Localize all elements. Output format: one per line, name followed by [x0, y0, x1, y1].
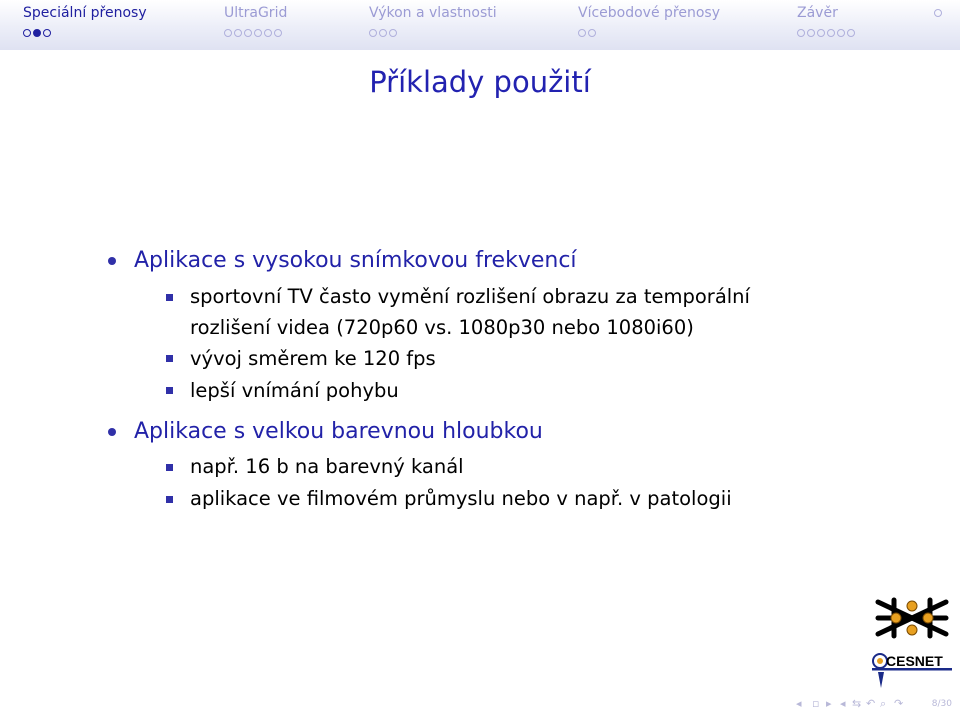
bullet-square-icon: [166, 294, 173, 301]
nav-frame-dot[interactable]: [797, 29, 805, 37]
slide-title: Příklady použití: [369, 65, 591, 99]
nav-frame-dot[interactable]: [254, 29, 262, 37]
list-item: Aplikace s velkou barevnou hloubkou: [134, 419, 543, 444]
bullet-square-icon: [166, 496, 173, 503]
sub-list-item: sportovní TV často vymění rozlišení obrazu za temporální: [190, 285, 750, 308]
bullet-square-icon: [166, 355, 173, 362]
nav-search-icon[interactable]: ⌕: [880, 697, 887, 710]
nav-frame-dot[interactable]: [244, 29, 252, 37]
nav-section-zaver[interactable]: [797, 0, 857, 39]
nav-subsection-icon[interactable]: ⇆: [852, 697, 862, 710]
nav-frame-dot[interactable]: [43, 29, 51, 37]
nav-frame-dot[interactable]: [847, 29, 855, 37]
nav-section-specialni-prenosy[interactable]: [23, 0, 147, 39]
nav-frame-dot[interactable]: [274, 29, 282, 37]
sub-list-item: lepší vnímání pohybu: [190, 379, 399, 402]
bullet-square-icon: [166, 464, 173, 471]
bullet-square-icon: [166, 387, 173, 394]
nav-section-title: Vícebodové přenosy: [578, 5, 720, 21]
logo-text: CESNET: [886, 653, 943, 669]
headline-navigation: [0, 0, 960, 50]
nav-frame-icon[interactable]: ▫: [812, 697, 820, 710]
nav-section-dots: [578, 29, 720, 39]
page-number: 8/30: [931, 699, 952, 709]
nav-section-dots: [797, 29, 857, 39]
sub-list-item: např. 16 b na barevný kanál: [190, 455, 464, 478]
sub-list-item-continued: rozlišení videa (720p60 vs. 1080p30 nebo 1080i60): [190, 316, 694, 339]
nav-frame-dot[interactable]: [369, 29, 377, 37]
nav-undo-icon[interactable]: ↶: [866, 697, 876, 710]
nav-frame-dot[interactable]: [379, 29, 387, 37]
nav-frame-dot[interactable]: [827, 29, 835, 37]
nav-frame-dot[interactable]: [837, 29, 845, 37]
bullet-dot-icon: [108, 428, 116, 436]
nav-section-dots: [224, 29, 287, 39]
nav-frame-dot[interactable]: [389, 29, 397, 37]
bullet-dot-icon: [108, 257, 116, 265]
nav-frame-dot[interactable]: [817, 29, 825, 37]
nav-section-dots: [369, 29, 497, 39]
nav-frame-dot[interactable]: [578, 29, 586, 37]
nav-frame-dot[interactable]: [23, 29, 31, 37]
nav-frame-dot[interactable]: [234, 29, 242, 37]
nav-section-dots: [934, 9, 944, 19]
nav-prev-subsection-icon[interactable]: ◂: [840, 697, 846, 710]
nav-section-vicebodove[interactable]: [578, 0, 720, 39]
sub-list-item: aplikace ve filmovém průmyslu nebo v např. v patologii: [190, 487, 732, 510]
nav-section-last[interactable]: [934, 0, 944, 19]
nav-frame-dot[interactable]: [934, 9, 942, 17]
nav-redo-icon[interactable]: ↷: [894, 697, 904, 710]
nav-frame-dot[interactable]: [224, 29, 232, 37]
nav-section-ultragrid[interactable]: [224, 0, 287, 39]
nav-section-title: Speciální přenosy: [23, 5, 147, 21]
nav-section-title: Závěr: [797, 5, 838, 21]
cesnet-logo: [866, 592, 958, 692]
nav-frame-dot[interactable]: [33, 29, 41, 37]
nav-next-frame-icon[interactable]: ▸: [826, 697, 832, 710]
nav-section-vykon[interactable]: [369, 0, 497, 39]
nav-prev-frame-icon[interactable]: ◂: [796, 697, 802, 710]
sub-list-item: vývoj směrem ke 120 fps: [190, 347, 436, 370]
nav-section-title: Výkon a vlastnosti: [369, 5, 497, 21]
nav-frame-dot[interactable]: [264, 29, 272, 37]
nav-frame-dot[interactable]: [588, 29, 596, 37]
nav-frame-dot[interactable]: [807, 29, 815, 37]
nav-section-dots: [23, 29, 147, 39]
list-item: Aplikace s vysokou snímkovou frekvencí: [134, 248, 577, 273]
nav-section-title: UltraGrid: [224, 5, 288, 21]
